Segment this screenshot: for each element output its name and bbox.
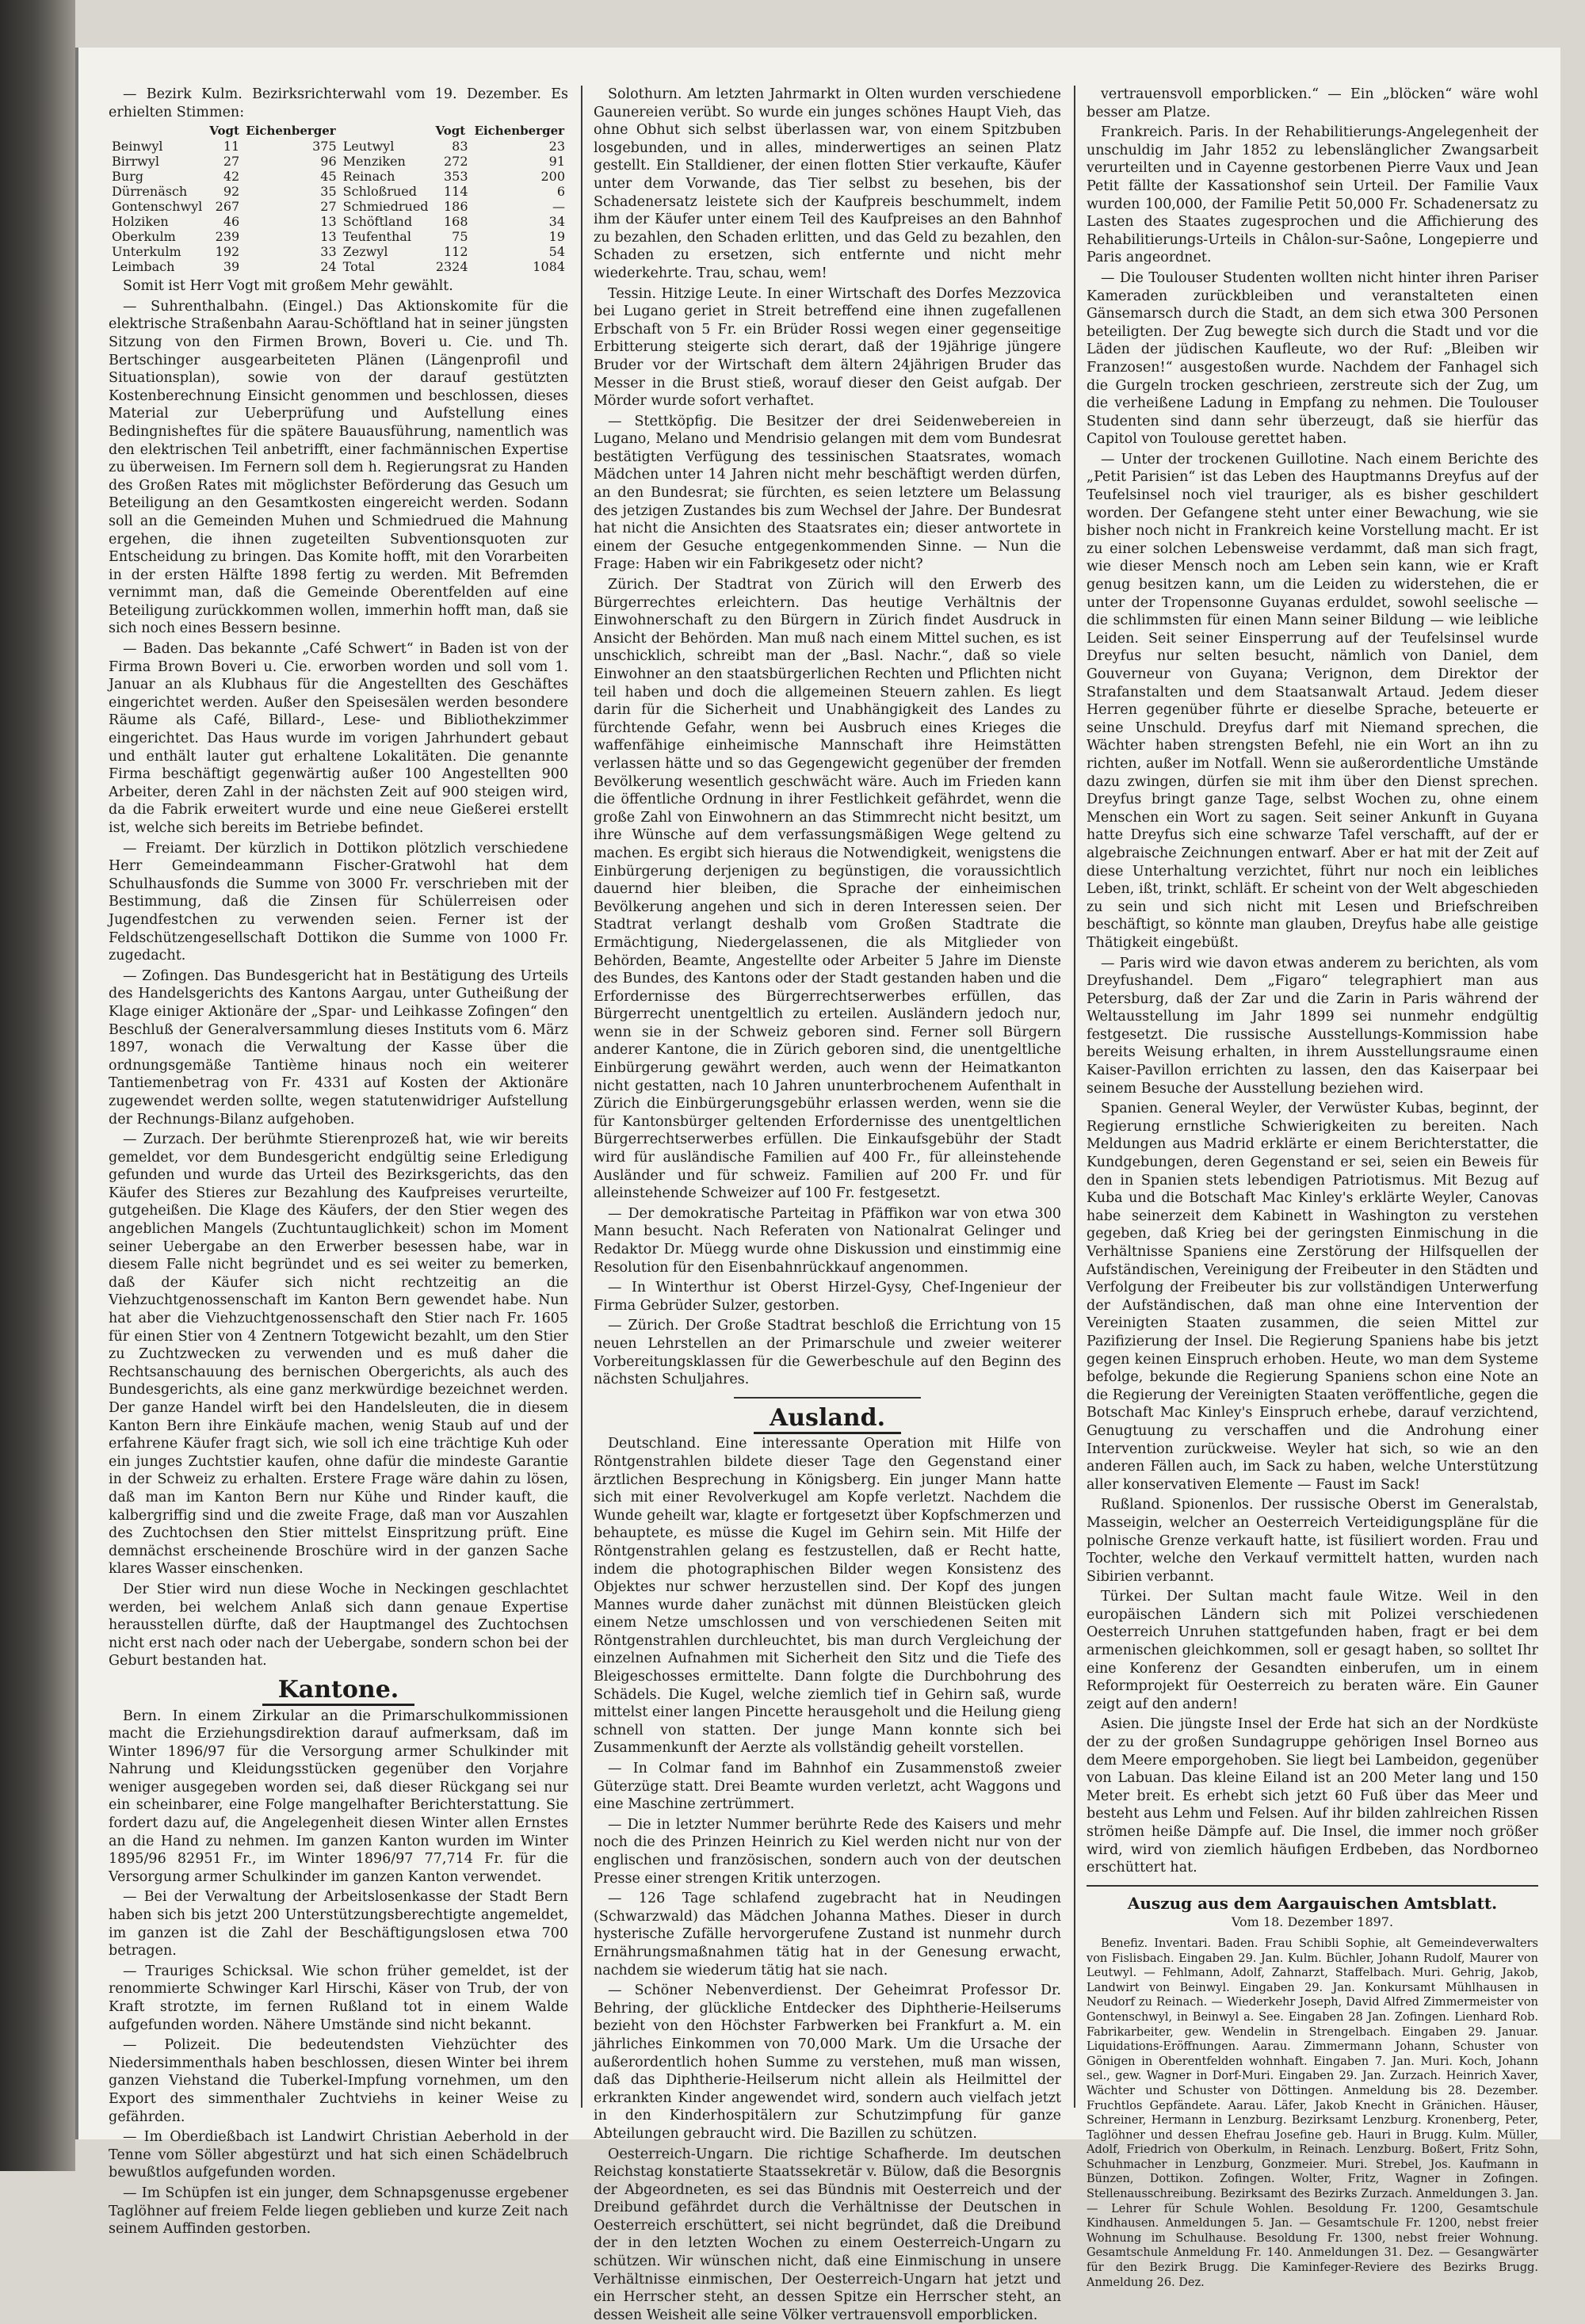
article-zuerich-2: — Zürich. Der Große Stadtrat beschloß die Errichtung von 15 neuen Lehrstellen an der Primarschule und zweier weiterer Vorbereitungsklassen für die Gewerbeschule auf den Beginn des nächsten Schuljahres. [594,1317,1061,1388]
table-cell: 83 [432,139,471,154]
article-deutschland: Deutschland. Eine interessante Operation mit Hilfe von Röntgenstrahlen bildete dieser Tage den Gegenstand einer ärztlichen Besprechung in Königsberg. Ein junger Mann hatte sich mit einer Revolverkugel am Kopfe verletzt. Nachdem die Wunde geheilt war, klagte er fortgesetzt über Kopfschmerzen und behauptete, es müsse die Kugel im Gehirn sein. Mit Hilfe der Röntgenstrahlen gelang es festzustellen, daß er Recht hatte, indem die photographischen Bilder wegen Konsistenz des Objektes nur schwer herzustellen sind. Der Kopf des jungen Mannes wurde daher zunächst mit dünnen Bleistücken gleich einem Netze umschlossen und von verschiedenen Seiten mit Röntgenstrahlen durchleuchtet, bis man durch Vergleichung der einzelnen Aufnahmen mit Sicherheit den Sitz und die Tiefe des Bleigeschosses ermittelte. Dann folgte die Durchbohrung des Schädels. Die Kugel, welche ziemlich tief in Gehirn saß, wurde mittelst einer langen Pincette herausgeholt und die Heilung gieng schnell von statten. Der junge Mann konnte sich bei Zusammenkunft der Aerzte als vollständig geheilt vorstellen. [594,1435,1061,1757]
table-cell: 186 [432,199,471,214]
article-zofingen: — Zofingen. Das Bundesgericht hat in Bestätigung des Urteils des Handelsgerichts des Kantons Aargau, unter Gutheißung der Klage einiger Aktionäre der „Spar- und Leihkasse Zofingen“ den Beschluß der Generalversammlung dieses Instituts vom 6. März 1897, wonach die Verwaltung der Kasse über die ordnungsgemäße Tantième hinaus noch ein weiterer Tantiemenbetrag von Fr. 4331 auf Kosten der Aktionäre zugewendet werden sollte, wegen statutenwidriger Aufstellung der Rechnungs-Bilanz aufgehoben. [109,967,568,1128]
table-row [109,184,568,199]
table-cell: 24 [243,259,339,274]
table-cell: 34 [472,214,568,229]
article-trauriges: — Trauriges Schicksal. Wie schon früher gemeldet, ist der renommierte Schwinger Karl Hirschi, Käser von Trub, der von Kraft strotzte, im fernen Rußland tot in einem Walde aufgefunden worden. Nähere Umstände sind nicht bekannt. [109,1963,568,2034]
table-cell: 54 [472,244,568,259]
table-cell: Total [340,259,433,274]
article-stettkoepfig: — Stettköpfig. Die Besitzer der drei Seidenwebereien in Lugano, Melano und Mendrisio gelangen mit dem vom Bundesrat bestätigten Verfügung des tessinischen Staatsrates, womach Mädchen unter 14 Jahren nicht mehr beschäftigt werden dürfen, an den Bundesrat; sie fürchten, es seien letztere um Belassung des jetzigen Zustandes bis zum Wechsel der Jahre. Der Bundesrat hat nicht die Ansichten des Staatsrates ein; dieser antwortete in einem der Gesuche entgegenkommenden Sinne. — Nun die Frage: Haben wir ein Fabrikgesetz oder nicht? [594,413,1061,574]
table-cell: 112 [432,244,471,259]
table-cell: 200 [472,169,568,184]
article-colmar: — In Colmar fand im Bahnhof ein Zusammenstoß zweier Güterzüge statt. Drei Beamte wurden verletzt, acht Waggons und eine Maschine zertrümmert. [594,1760,1061,1814]
table-cell: Holziken [109,214,206,229]
table-header [109,124,568,139]
table-row [109,169,568,184]
article-toulouser: — Die Toulouser Studenten wollten nicht hinter ihren Pariser Kameraden zurückbleiben und veranstalteten einen Gänsemarsch durch die Stadt, an dem sich etwa 300 Personen beteiligten. Der Zug bewegte sich durch die Stadt und vor die Läden der jüdischen Kaufleute, wo der Ruf: „Bleiben wir Franzosen!“ ausgestoßen wurde. Nachdem der Fanhagel sich die Gurgeln trocken geschrieen, zerstreute sich der Zug, um die verheißene Ladung in Empfang zu nehmen. Die Toulouser Studenten sind dann sehr überzeugt, daß sie hierfür das Capitol von Toulouse gerettet haben. [1087,269,1538,448]
table-header-cell: Vogt [432,124,471,139]
table-row [109,229,568,244]
article-suhrental: — Suhrenthalbahn. (Eingel.) Das Aktionskomite für die elektrische Straßenbahn Aarau-Schöftland hat in seiner jüngsten Sitzung von den Firmen Brown, Boveri u. Cie. und Th. Bertschinger ausgearbeiteten Plänen (Längenprofil und Situationsplan), sowie von der darauf gestützten Kostenberechnung Einsicht genommen und beschlossen, dieses Material zur Ueberprüfung und Aufstellung eines Bedingnisheftes für die spätere Bauausführung, namentlich was den elektrischen Teil anbetrifft, einer fachmännischen Expertise zu überweisen. Im Fernern soll dem h. Regierungsrat zu Handen des Großen Rates mit möglichster Beförderung das Gesuch um Beteiligung an den Gesamtkosten eingereicht werden. Sodann soll an die Gemeinden Muhen und Schmiedrued die Mahnung ergehen, die ihnen zugeteilten Subventionsquoten zur Entscheidung zu bringen. Das Komite hofft, mit den Vorarbeiten in der ersten Hälfte 1898 fertig zu werden. Mit Befremden vernimmt man, daß die Gemeinde Oberentfelden auf eine Beteiligung zurückkommen wollen, immerhin hofft man, daß sie sich noch eines Bessern besinne. [109,298,568,638]
article-oesterreich: Oesterreich-Ungarn. Die richtige Schafherde. Im deutschen Reichstag konstatierte Staatssekretär v. Bülow, daß die Besorgnis der Abgeordneten, es sei das Bündnis mit Oesterreich und der Dreibund gefährdet durch die Verhältnisse der Deutschen in Oesterreich erschüttert, sei nicht begründet, daß die Dreibund der in den letzten Wochen zu einem Oesterreich-Ungarn zu schützen. Wir wünschen nicht, daß eine Einmischung in unsere Verhältnisse einmischen, Der Oesterreich-Ungarn hat jetzt und ein Herrscher steht, an dessen Spitze ein Herrscher steht, an dessen Weisheit alle seine Völker vertrauensvoll emporblicken. [594,2146,1061,2324]
table-cell: 6 [472,184,568,199]
table-row [109,154,568,169]
article-asien: Asien. Die jüngste Insel der Erde hat sich an der Nordküste der zu der großen Sundagruppe gehörigen Insel Borneo aus dem Meere emporgehoben. Sie liegt bei Lambeidon, gegenüber von Labuan. Das kleine Eiland ist an 200 Meter lang und 150 Meter breit. Es erhebt sich jetzt 60 Fuß über das Meer und besteht aus Lehm und Felsen. Auf ihr bilden zahlreichen Rissen strömen heiße Dämpfe auf. Die Insel, die immer noch größer wird, wird von ziemlich häufigen Erdbeben, das Nordborneo erschüttert hat. [1087,1715,1538,1876]
table-cell: Unterkulm [109,244,206,259]
column-1 [109,86,568,2108]
table-cell: 267 [206,199,243,214]
article-freiamt: — Freiamt. Der kürzlich in Dottikon plötzlich verschiedene Herr Gemeindeammann Fischer-Gratwohl hat dem Schulhausfonds die Summe von 3000 Fr. verschrieben mit der Bestimmung, daß die Zinsen für Schülerreisen oder Jugendfestchen zu verwenden seien. Ferner ist der Feldschützengesellschaft Dottikon die Summe von 1000 Fr. zugedacht. [109,840,568,965]
table-cell: Birrwyl [109,154,206,169]
table-cell: 39 [206,259,243,274]
table-cell: 42 [206,169,243,184]
article-paris-2: — Paris wird wie davon etwas anderem zu berichten, als vom Dreyfushandel. Dem „Figaro“ telegraphiert man aus Petersburg, daß der Zar und die Zarin in Paris während der Weltausstellung im Jahr 1899 sei nunmehr endgültig festgesetzt. Die russische Ausstellungs-Kommission habe bereits Weisung erhalten, in ihrem Ausstellungsraume einen Kaiser-Pavillon errichten zu lassen, den das Kaiserpaar bei seinem Besuche der Ausstellung beziehen wird. [1087,955,1538,1098]
table-cell: 1084 [472,259,568,274]
table-cell: 27 [206,154,243,169]
table-cell: 114 [432,184,471,199]
table-header-cell: Vogt [206,124,243,139]
kulm-intro: — Bezirk Kulm. Bezirksrichterwahl vom 19. Dezember. Es erhielten Stimmen: [109,86,568,121]
amtsblatt-date: Vom 18. Dezember 1897. [1087,1914,1538,1932]
amtsblatt-title: Auszug aus dem Aargauischen Amtsblatt. [1087,1895,1538,1913]
table-cell: Reinach [340,169,433,184]
table-cell: Schöftland [340,214,433,229]
table-header-cell [340,124,433,139]
table-cell: 75 [432,229,471,244]
article-frankreich: Frankreich. Paris. In der Rehabilitierungs-Angelegenheit der unschuldig im Jahr 1852 zu lebenslänglicher Zwangsarbeit verurteilten und in Cayenne gestorbenen Pierre Vaux und Jean Petit fällte der Kassationshof sein Urteil. Der Familie Vaux wurden 100,000, der Familie Petit 50,000 Fr. Schadenersatz zu Lasten des Staates zugesprochen und die Affichierung des Rehabilitierungs-Urteils in Châlon-sur-Saône, Longepierre und Paris angeordnet. [1087,124,1538,267]
table-cell: 33 [243,244,339,259]
table-cell: — [472,199,568,214]
article-nebenverdienst: — Schöner Nebenverdienst. Der Geheimrat Professor Dr. Behring, der glückliche Entdecker des Diphtherie-Heilserums bezieht von den Höchster Farbwerken bei Frankfurt a. M. ein jährliches Einkommen von 70,000 Mark. Um die Ursache der außerordentlich hohen Summe zu verstehen, muß man wissen, daß das Diphtherie-Heilserum nicht allein als Heilmittel der erkrankten Kinder angewendet wird, sondern auch vielfach jetzt in den Kinderhospitälern zur Schutzimpfung für ganze Abteilungen gebraucht wird. Die Bazillen zu schützen. [594,1982,1061,2143]
table-cell: Teufenthal [340,229,433,244]
table-cell: 13 [243,214,339,229]
article-oberdiessbach: — Im Oberdießbach ist Landwirt Christian Aeberhold in der Tenne vom Söller abgestürzt und hat sich einen Schädelbruch bewußtlos aufgefunden worden. [109,2128,568,2182]
article-spanien: Spanien. General Weyler, der Verwüster Kubas, beginnt, der Regierung ernstliche Schwierigkeiten zu bereiten. Nach Meldungen aus Madrid erklärte er einem Berichterstatter, die Kundgebungen, deren Gegenstand er sei, seien ein Beweis für den in Spanien stets lebendigen Patriotismus. Mit Bezug auf Kuba und die Botschaft Mac Kinley's erklärte Weyler, Canovas habe seinerzeit dem Kabinett in Washington zu verstehen gegeben, daß Krieg bei der geringsten Einmischung in die Verhältnisse Spaniens eine Zerstörung der Hilfsquellen der Aufständischen, Vereinigung der Freibeuter in den Städten und Verfolgung der Freibeuter bis zur vollständigen Unterwerfung der Aufständischen, daß man ohne eine Intervention der Vereinigten Staaten zusammen, die seien Mittel zur Pazifizierung der Insel. Die Regierung Spaniens habe bis jetzt gegen keinen Einspruch erhoben. Heute, wo man dem Systeme befolge, bekunde die Regierung Spaniens schon eine Note an die Regierung der Vereinigten Staaten veröffentliche, gegen die Botschaft Mac Kinley's Einspruch erhebe, darauf verzichtend, Genugtuung zu verschaffen und die Androhung einer Intervention zurückweise. Weyler hat sich, so wie an den anderen Fällen auch, im Sack zu haben, welche Unterstützung aller konservativen Elemente — Faust im Sack! [1087,1100,1538,1494]
table-cell: 91 [472,154,568,169]
table-row [109,214,568,229]
article-tuerkei: Türkei. Der Sultan macht faule Witze. Weil in den europäischen Ländern sich mit Polizei verschiedenen Oesterreich Unruhen stattgefunden haben, fragt er bei dem armenischen gleichkommen, soll er gesagt haben, so solltet Ihr eine Konferenz der Gesandten einberufen, um in einem Reformprojekt für Oesterreich zu beraten wäre. Ein Gauner zeigt auf den andern! [1087,1588,1538,1713]
table-cell: 45 [243,169,339,184]
column-rule [1074,86,1075,2108]
table-cell: 92 [206,184,243,199]
table-cell: Leutwyl [340,139,433,154]
table-row [109,199,568,214]
election-results-table [109,124,568,274]
section-heading-kantone: Kantone. [109,1681,568,1700]
table-cell: 46 [206,214,243,229]
table-body [109,139,568,274]
article-demokratische: — Der demokratische Parteitag in Pfäffikon war von etwa 300 Mann besucht. Nach Referaten von Nationalrat Gelinger und Redaktor Dr. Müegg wurde ohne Diskussion und einstimmig eine Resolution für den Eisenbahnrückkauf angenommen. [594,1205,1061,1276]
table-cell: 27 [243,199,339,214]
article-baden: — Baden. Das bekannte „Café Schwert“ in Baden ist von der Firma Brown Boveri u. Cie. erworben worden und soll vom 1. Januar an als Klubhaus für die Angestellten des Geschäftes eingerichtet werden. Außer den Speisesälen werden besondere Räume als Café, Billard-, Lese- und Bibliothekzimmer eingerichtet. Das Haus wurde im vorigen Jahrhundert gebaut und enthält lauter gut erhaltene Lokalitäten. Die genannte Firma beschäftigt gegenwärtig außer 100 Angestellten 900 Arbeiter, deren Zahl in der nächsten Zeit auf 900 steigen wird, da die Fabrik erweitert wurde und eine neue Gießerei erstellt ist, welche sich bereits im Betriebe befindet. [109,640,568,838]
column-3 [1087,86,1538,2108]
table-cell: 13 [243,229,339,244]
kulm-result: Somit ist Herr Vogt mit großem Mehr gewählt. [109,277,568,296]
table-row [109,139,568,154]
table-cell: 23 [472,139,568,154]
article-schlafend: — 126 Tage schlafend zugebracht hat in Neudingen (Schwarzwald) das Mädchen Johanna Mathes. Dieser in durch hysterische Zufälle hervorgerufene Zustand ist nunmehr durch Ernährungsmaßnahmen tätig hat in der Genesung erwacht, nachdem sie wiederum tätig hat sie nach. [594,1890,1061,1979]
table-cell: 168 [432,214,471,229]
table-cell: 192 [206,244,243,259]
newspaper-page [75,48,1560,2139]
article-bern-2: — Bei der Verwaltung der Arbeitslosenkasse der Stadt Bern haben sich bis jetzt 200 Unterstützungsberechtigte angemeldet, im ganzen ist die Zahl der Beschäftigungslosen etwa 700 betragen. [109,1888,568,1960]
article-russland: Rußland. Spionenlos. Der russische Oberst im Generalstab, Masseigin, welcher an Oesterreich Verteidigungspläne für die polnische Grenze verkauft hatte, ist füsiliert worden. Frau und Tochter, welche den Verkauf vermittelt hatten, wurden nach Sibirien verbannt. [1087,1496,1538,1586]
article-schuepfen: — Im Schüpfen ist ein junger, dem Schnapsgenusse ergebener Taglöhner auf freiem Felde liegen geblieben und kurze Zeit nach seinem Auffinden gestorben. [109,2185,568,2238]
table-cell: Burg [109,169,206,184]
section-heading-ausland: Ausland. [594,1410,1061,1428]
table-cell: 11 [206,139,243,154]
article-solothurn: Solothurn. Am letzten Jahrmarkt in Olten wurden verschiedene Gaunereien verübt. So wurde ein junges schönes Haupt Vieh, das ohne Obhut sich selbst überlassen war, von einem Spitzbuben losgebunden, und in alles, minderwertiges an seinen Platz gestellt. Ein Stalldiener, der einen flotten Stier verkaufte, Käufer unter dem Vorwande, das Tier selbst zu besehen, bis der Schadenersatz leistete sich der Kaufpreis beschummelt, indem ihm der Käufer unter einem Teil des Kaufpreises an den Bahnhof zu bezahlen, den Schaden erlitten, und das Geld zu bezahlen, den Schaden zu ersetzen, sich entfernte und nicht mehr wiederkehrte. Trau, schau, wem! [594,86,1061,283]
article-zurzach: — Zurzach. Der berühmte Stierenprozeß hat, wie wir bereits gemeldet, vor dem Bundesgericht endgültig seine Erledigung gefunden und wurde das Urteil des Bezirksgerichts, das den Käufer des Stieres zur Bezahlung des Kaufpreises verurteilte, gutgeheißen. Die Klage des Käufers, der den Stier wegen des angeblichen Mangels (Zuchtuntauglichkeit) schon im Moment seiner Uebergabe an den Erwerber besessen habe, war in diesem Falle nicht begründet und es sei weiter zu bemerken, daß der Käufer sich nicht rechtzeitig an die Viehzuchtgenossenschaft im Kanton Bern gewendet habe. Nun hat aber die Viehzuchtgenossenschaft den Stier nach Fr. 1605 für einen Stier von 4 Zentnern Totgewicht bezahlt, um den Stier zu Zuchtzwecken zu verwenden und es muß daher die Rechtsanschauung des bernischen Obergerichts, als auch des Bundesgerichts, als eine ganz merkwürdige bezeichnet werden. Der ganze Handel wirft bei den Handelsleuten, die in diesem Kanton Bern ihre Einkäufe machen, wenig Staub auf und der erfahrene Käufer fragt sich, wie soll ich eine trächtige Kuh oder ein junges Zuchtstier kaufen, ohne dafür die mindeste Garantie in der Schweiz zu erhalten. Erstere Frage wäre dahin zu lösen, daß man im Kanton Bern nur Kühe und Rinder kauft, die kalbergriffig sind und die zweite Frage, daß man vor Auszahlen des Zuchtochsen den Stier mittelst Einspritzung prüft. Eine demnächst erscheinende Broschüre wird in der ganzen Sache klares Wasser einschenken. [109,1131,568,1578]
table-cell: Schmiedrued [340,199,433,214]
table-cell: Leimbach [109,259,206,274]
table-cell: Zezwyl [340,244,433,259]
table-cell: Oberkulm [109,229,206,244]
book-binding [0,0,75,2171]
table-cell: 2324 [432,259,471,274]
article-winterthur: — In Winterthur ist Oberst Hirzel-Gysy, Chef-Ingenieur der Firma Gebrüder Sulzer, gestorben. [594,1279,1061,1315]
table-cell: Gontenschwyl [109,199,206,214]
article-zuerich: Zürich. Der Stadtrat von Zürich will den Erwerb des Bürgerrechtes erleichtern. Das heutige Verhältnis der Einwohnerschaft zu den Bürgern in Zürich findet Ausdruck in Ansicht der Behörden. Man muß nach einem Mittel suchen, es ist unschicklich, schreibt man der „Basl. Nachr.“, daß so viele Einwohner an den staatsbürgerlichen Rechten und Pflichten nicht teil haben und doch die allgemeinen Steuern zahlen. Es liegt darin für die Sicherheit und Unabhängigkeit des Landes zu fürchtende Gefahr, wenn bei Ausbruch eines Krieges die waffenfähige einheimische Mannschaft ihre Heimstätten verlassen hätte und so das Gegengewicht gegenüber der fremden Bevölkerung wesentlich geschwächt wäre. Auch im Frieden kann die öffentliche Ordnung in ihrer Festlichkeit gefährdet, wenn die große Zahl von Einwohnern an das Stimmrecht nicht besitzt, um ihre Wünsche auf dem verfassungsmäßigen Wege geltend zu machen. Es ergibt sich hieraus die Notwendigkeit, wenigstens die Einbürgerung derjenigen zu begünstigen, die voraussichtlich dauernd hier bleiben, die Sprache der einheimischen Bevölkerung angehen und sich in deren Interessen seien. Der Stadtrat verlangt deshalb vom Großen Stadtrate die Ermächtigung, Niedergelassenen, die als Mitglieder von Behörden, Beamte, Angestellte oder Arbeiter 5 Jahre im Dienste des Bundes, des Kantons oder der Stadt gestanden haben und die Erfordernisse des Bürgerrechtserwerbes erfüllen, das Bürgerrecht unentgeltlich zu erteilen. Ausländern jedoch nur, wenn sie in der Schweiz geboren sind. Ferner soll Bürgern anderer Kantone, die in Zürich geboren sind, die unentgeltliche Einbürgerung gewährt werden, auch wenn der Heimatkanton nicht gestatten, nach 10 Jahren ununterbrochenem Aufenthalt in Zürich die Einbürgerungsgebühr erlassen werden, wenn sie die für Kantonsbürger geltenden Erfordernisse des unentgeltlichen Bürgerrechtserwerbes erfüllen. Die Einkaufsgebühr der Stadt wird für ausländische Familien auf 400 Fr., für alleinstehende Ausländer und für schweiz. Familien auf 200 Fr. und für alleinstehende Schweizer auf 100 Fr. festgesetzt. [594,576,1061,1203]
article-tessin: Tessin. Hitzige Leute. In einer Wirtschaft des Dorfes Mezzovica bei Lugano geriet in Streit betreffend eine ihnen zugefallenen Erbschaft von 5 Fr. ein Brüder Rossi wegen einer gegenseitige Erbitterung steigerte sich derart, daß der 19jährige jüngere Bruder vor der Wirtschaft dem ältern 24jährigen Bruder das Messer in die Brust stieß, worauf dieser den Geist aufgab. Der Mörder wurde sofort verhaftet. [594,285,1061,410]
table-row [109,244,568,259]
separator-rule [734,1397,921,1399]
table-header-cell: Eichenberger [243,124,339,139]
table-cell: Menziken [340,154,433,169]
table-cell: 353 [432,169,471,184]
table-cell: 96 [243,154,339,169]
table-cell: 19 [472,229,568,244]
table-cell: 239 [206,229,243,244]
table-cell: 375 [243,139,339,154]
column-2 [594,86,1061,2108]
table-cell: 35 [243,184,339,199]
separator-rule [1087,1885,1538,1887]
table-cell: Dürrenäsch [109,184,206,199]
article-bern: Bern. In einem Zirkular an die Primarschulkommissionen macht die Erziehungsdirektion darauf aufmerksam, daß im Winter 1896/97 für die Versorgung armer Schulkinder mit Nahrung und Kleidungsstücken gegenüber den Vorjahre weniger ausgegeben worden sei, daß dieser Rückgang sei nur ein scheinbarer, eine Folge mangelhafter Berichterstattung. Sie fordert dazu auf, die Angelegenheit diesen Winter allen Ernstes an die Hand zu nehmen. Im ganzen Kanton wurden im Winter 1895/96 82951 Fr., im Winter 1896/97 77,714 Fr. für die Versorgung armer Schulkinder im ganzen Kanton verwendet. [109,1708,568,1887]
article-continuation: vertrauensvoll emporblicken.“ — Ein „blöcken“ wäre wohl besser am Platze. [1087,86,1538,121]
table-row [109,259,568,274]
article-guillotine: — Unter der trockenen Guillotine. Nach einem Berichte des „Petit Parisien“ ist das Leben des Hauptmanns Dreyfus auf der Teufelsinsel noch viel trauriger, als es bisher geschildert worden. Der Gefangene steht unter einer Bewachung, wie sie bisher noch nicht in Frankreich keine Vorstellung macht. Er ist zu einer solchen Lebensweise verdammt, daß man sich fragt, wie dieser Mensch noch am Leben sein kann, wie er Kraft genug besitzen kann, um die Leiden zu widerstehen, die er unter der Tropensonne Guyanas erduldet, sowohl seelische — die schlimmsten für einen Mann seiner Bildung — wie leibliche Leiden. Seit seiner Einsperrung auf der Teufelsinsel wurde Dreyfus nur selten besucht, nämlich von Daniel, dem Gouverneur von Guyana; Verignon, dem Direktor der Strafanstalten und dem Staatsanwalt Artaud. Jedem dieser Herren gegenüber führte er dieselbe Sprache, beteuerte er seine Unschuld. Dreyfus darf mit Niemand sprechen, die Wächter haben strengsten Befehl, nie ein Wort an ihn zu richten, außer im Notfall. Wenn sie außerordentliche Umstände dazu zwingen, dürfen sie mit ihm über den Dienst sprechen. Dreyfus bringt ganze Tage, selbst Wochen zu, ohne einem Menschen ein Wort zu sagen. Seit seiner Ankunft in Guyana hatte Dreyfus sich eine schwarze Tafel verschafft, auf der er algebraische Zeichnungen entwarf. Aber er hat mit der Zeit auf diese Unterhaltung verzichtet, führt nur noch ein leibliches Leben, ißt, trinkt, schläft. Er scheint von der Welt abgeschieden zu sein und sich nicht mit Lesen und Briefschreiben beschäftigt, so könnte man glauben, Dreyfus habe alle geistige Thätigkeit eingebüßt. [1087,451,1538,952]
table-cell: Schloßrued [340,184,433,199]
article-kaiser: — Die in letzter Nummer berührte Rede des Kaisers und mehr noch die des Prinzen Heinrich zu Kiel werden nicht nur von der englischen und französischen, sondern auch von der deutschen Presse einer strengen Kritik unterzogen. [594,1816,1061,1887]
table-cell: Beinwyl [109,139,206,154]
table-header-cell: Eichenberger [472,124,568,139]
article-polizei: — Polizeit. Die bedeutendsten Viehzüchter des Niedersimmenthals haben beschlossen, diesen Winter bei ihrem ganzen Viehstand die Tuberkel-Impfung vornehmen, um den Export des simmenthaler Zuchtviehs in keiner Weise zu gefährden. [109,2036,568,2126]
article-zurzach-2: Der Stier wird nun diese Woche in Neckingen geschlachtet werden, bei welchem Anlaß sich dann genaue Expertise herausstellen dürfte, daß der Hauptmangel des Zuchtochsen nicht erst nach oder nach der Uebergabe, sondern schon bei der Geburt bestanden hat. [109,1581,568,1670]
table-cell: 272 [432,154,471,169]
column-rule [581,86,582,2108]
amtsblatt-text: Benefiz. Inventari. Baden. Frau Schibli Sophie, alt Gemeindeverwalters von Fislisbach. Eingaben 29. Jan. Kulm. Büchler, Johann Rudolf, Maurer von Leutwyl. — Fehlmann, Adolf, Zahnarzt, Staffelbach. Muri. Gehrig, Jakob, Landwirt von Beinwyl. Eingaben 29. Jan. Konkursamt Mühlhausen in Neudorf zu Reinach. — Wiederkehr Joseph, David Alfred Zimmermeister von Gontenschwyl, in Beinwyl a. See. Eingaben 28 Jan. Zofingen. Lienhard Rob. Fabrikarbeiter, gew. Wendelin in Strengelbach. Eingaben 29. Januar. Liquidations-Eröffnungen. Aarau. Zimmermann Johann, Schuster von Gönigen in Oberentfelden wohnhaft. Eingaben 7. Jan. Muri. Koch, Johann sel., gew. Wagner in Dorf-Muri. Eingaben 29. Jan. Zurzach. Heinrich Xaver, Wächter und Schuster von Döttingen. Anmeldung bis 28. Dezember. Fruchtlos Gepfändete. Aarau. Läfer, Jakob Knecht in Gränichen. Häuser, Schreiner, Hermann in Lenzburg. Bezirksamt Lenzburg. Kronenberg, Peter, Taglöhner und dessen Ehefrau Josefine geb. Hauri in Brugg. Kulm. Müller, Adolf, Friedrich von Oberkulm, in Reinach. Lenzburg. Boßert, Fritz Sohn, Schuhmacher in Lenzburg, Gonzmeier. Muri. Strebel, Jos. Kaufmann in Bünzen, Dottikon. Zofingen. Wolter, Fritz, Wagner in Zofingen. Stellenausschreibung. Bezirksamt des Bezirks Zurzach. Anmeldungen 3. Jan. — Lehrer für Schule Wohlen. Besoldung Fr. 1200, Gesamtschule Kindhausen. Anmeldungen 5. Jan. — Gesamtschule Fr. 1200, nebst freier Wohnung im Schulhause. Besoldung Fr. 1300, nebst freier Wohnung. Gesamtschule Anmeldung Fr. 140. Anmeldungen 31. Dez. — Gesangwärter für den Bezirk Brugg. Die Kaminfeger-Reviere des Bezirks Brugg. Anmeldung 26. Dez. [1087,1937,1538,2290]
